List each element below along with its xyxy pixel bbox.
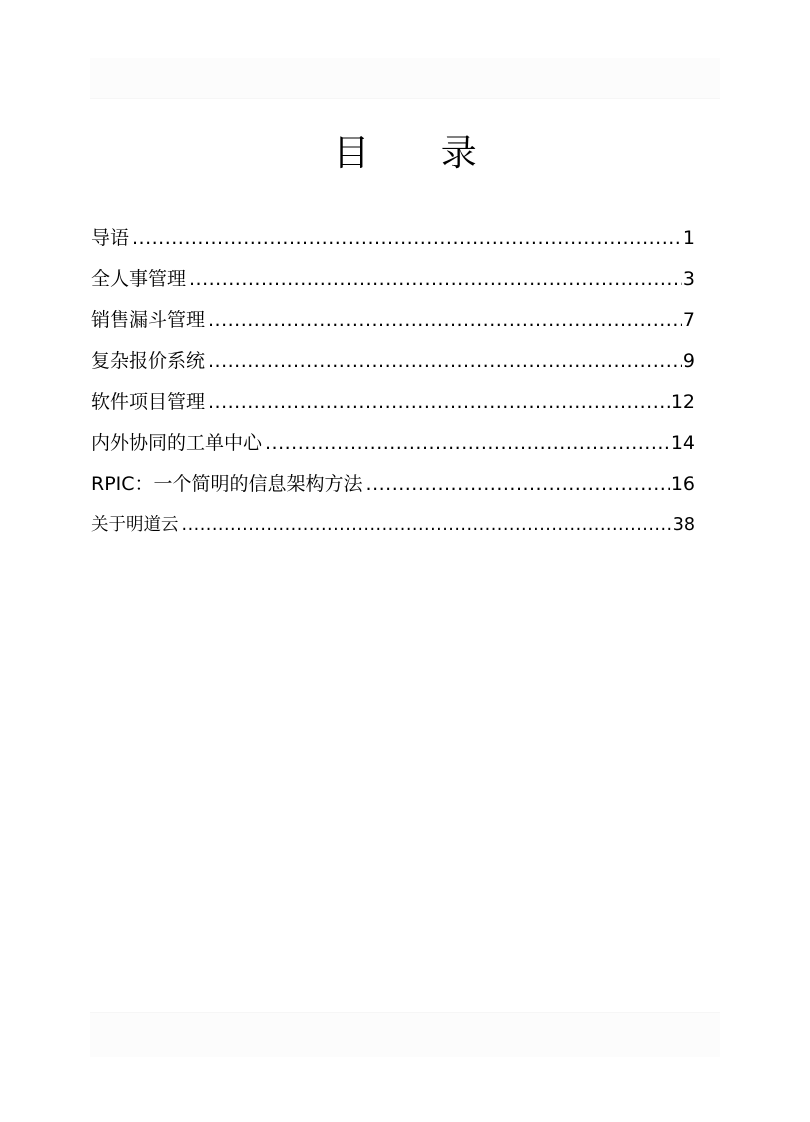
toc-entry-page: 3 (682, 268, 695, 290)
toc-entry-intro[interactable] (91, 222, 695, 263)
table-of-contents (91, 222, 695, 550)
toc-entry-label: 软件项目管理 (91, 391, 206, 413)
page-header (90, 58, 720, 99)
toc-dot-leader (132, 222, 682, 254)
toc-dot-leader (208, 345, 682, 377)
toc-entry-hr-management[interactable] (91, 263, 695, 304)
toc-dot-leader (208, 386, 670, 418)
toc-entry-label: 全人事管理 (91, 268, 187, 290)
toc-entry-ticket-center[interactable] (91, 427, 695, 468)
toc-title: 目 录 (333, 133, 507, 174)
toc-entry-page: 38 (672, 515, 695, 535)
toc-entry-page: 1 (682, 227, 695, 249)
toc-entry-label: 销售漏斗管理 (91, 309, 206, 331)
toc-dot-leader (208, 304, 682, 336)
toc-dot-leader (182, 509, 672, 541)
toc-entry-page: 12 (670, 391, 695, 413)
toc-entry-about[interactable] (91, 509, 695, 550)
toc-entry-page: 9 (682, 350, 695, 372)
toc-entry-label: 内外协同的工单中心 (91, 432, 263, 454)
toc-entry-label: 导语 (91, 227, 130, 249)
toc-dot-leader (265, 427, 670, 459)
toc-entry-quotation-system[interactable] (91, 345, 695, 386)
toc-dot-leader (366, 468, 670, 500)
toc-entry-label: 复杂报价系统 (91, 350, 206, 372)
toc-entry-software-project[interactable] (91, 386, 695, 427)
page-footer (90, 1012, 720, 1057)
toc-entry-page: 14 (670, 432, 695, 454)
toc-entry-label: RPIC：一个简明的信息架构方法 (91, 473, 363, 495)
toc-entry-rpic-method[interactable] (91, 468, 695, 509)
toc-entry-sales-funnel[interactable] (91, 304, 695, 345)
toc-entry-page: 16 (670, 473, 695, 495)
toc-entry-page: 7 (682, 309, 695, 331)
toc-dot-leader (189, 263, 682, 295)
toc-entry-label: 关于明道云 (91, 515, 179, 535)
